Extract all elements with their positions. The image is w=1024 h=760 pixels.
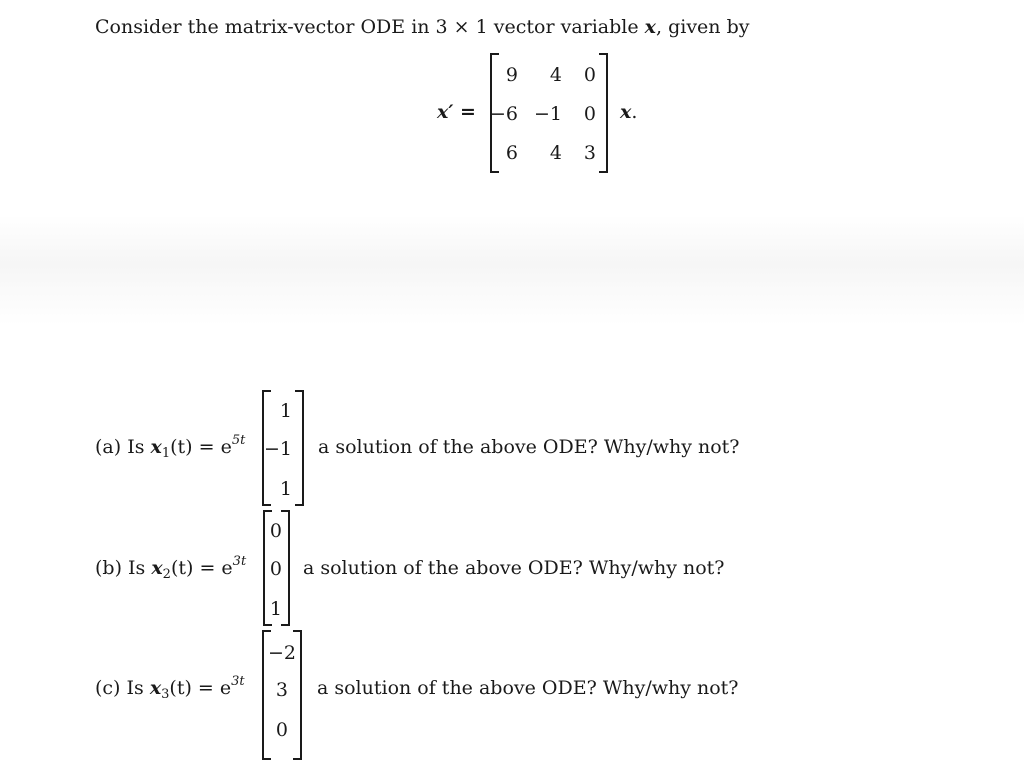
- question-argument: (t) = e: [169, 677, 232, 699]
- vector-cell: 3: [275, 679, 288, 701]
- question-c-vector: [262, 630, 302, 760]
- matrix-cell: 9: [505, 64, 518, 86]
- intro-text-before: Consider the matrix-vector ODE in 3 × 1 vector variable: [95, 16, 639, 38]
- matrix-right-bracket: [599, 53, 608, 173]
- question-label: (b) Is: [95, 557, 146, 579]
- question-a-tail: a solution of the above ODE? Why/why not?: [318, 436, 740, 458]
- question-b-vector: [263, 510, 290, 626]
- background-smudge: [0, 215, 1024, 325]
- equation-rhs: [620, 103, 637, 122]
- question-exponent: 3t: [232, 554, 247, 569]
- matrix-cell: 0: [583, 64, 596, 86]
- matrix-cell: 4: [549, 142, 562, 164]
- vector-cell: 0: [269, 558, 282, 580]
- question-variable: x: [149, 677, 162, 699]
- matrix-cell: 3: [583, 142, 596, 164]
- question-c-tail: a solution of the above ODE? Why/why not?: [317, 677, 739, 699]
- question-c-lead: [95, 674, 245, 702]
- vector-cell: 1: [269, 598, 282, 620]
- question-exponent: 5t: [231, 433, 246, 448]
- vector-cell: −1: [263, 438, 292, 460]
- matrix-cell: 0: [583, 103, 596, 125]
- matrix-cell: 4: [549, 64, 562, 86]
- vector-cell: 0: [275, 719, 288, 741]
- question-subscript: 3: [161, 687, 170, 702]
- question-exponent: 3t: [231, 674, 245, 689]
- question-b-lead: [95, 554, 247, 582]
- question-label: (c) Is: [95, 677, 144, 699]
- intro-variable: x: [644, 16, 656, 38]
- vector-cell: 1: [279, 400, 292, 422]
- vector-right-bracket: [295, 390, 304, 506]
- matrix-cell: −6: [489, 103, 518, 125]
- vector-cell: 1: [279, 478, 292, 500]
- question-subscript: 2: [162, 567, 171, 582]
- vector-cell: −2: [267, 642, 296, 664]
- question-label: (a) Is: [95, 436, 145, 458]
- equation-lhs: [437, 103, 476, 122]
- intro-sentence: [95, 18, 749, 37]
- matrix-cell: 6: [505, 142, 518, 164]
- question-argument: (t) = e: [170, 436, 232, 458]
- question-subscript: 1: [161, 446, 171, 461]
- intro-text-after: , given by: [656, 16, 750, 38]
- question-a-lead: [95, 433, 246, 461]
- matrix-cell: −1: [533, 103, 562, 125]
- coefficient-matrix: [490, 53, 608, 173]
- question-a-vector: [262, 390, 304, 506]
- equation-rhs-var: x: [620, 101, 632, 123]
- question-variable: x: [151, 557, 163, 579]
- question-variable: x: [150, 436, 162, 458]
- vector-right-bracket: [281, 510, 290, 626]
- question-b-tail: a solution of the above ODE? Why/why not?: [303, 557, 725, 579]
- question-argument: (t) = e: [170, 557, 233, 579]
- equation-rhs-period: .: [631, 101, 638, 123]
- vector-cell: 0: [269, 520, 282, 542]
- equation-lhs-text: x′ =: [437, 101, 476, 123]
